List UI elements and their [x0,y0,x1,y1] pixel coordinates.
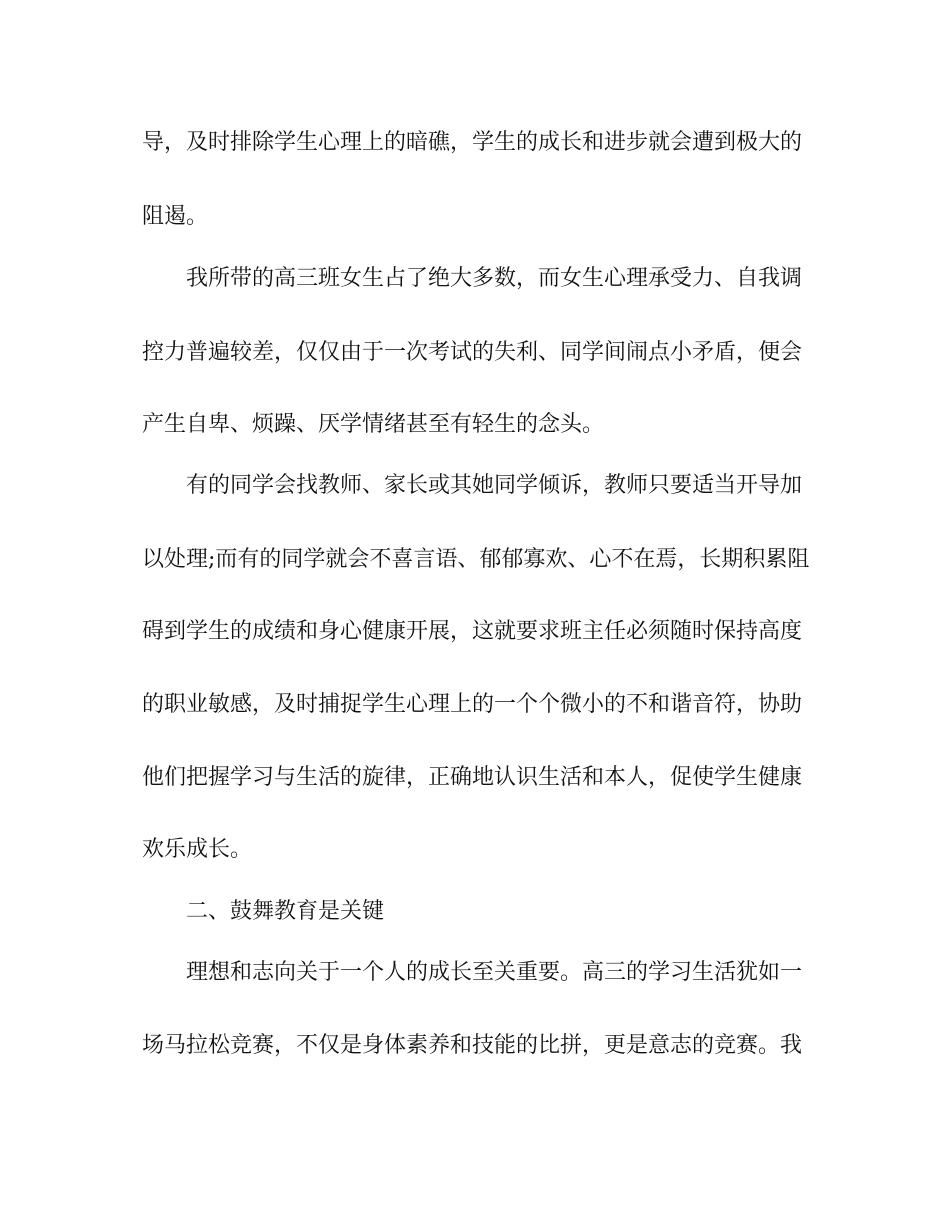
paragraph-line: 场马拉松竞赛，不仅是身体素养和技能的比拼，更是意志的竞赛。我 [142,1033,803,1058]
paragraph-line: 的职业敏感，及时捕捉学生心理上的一个个微小的不和谐音符，协助 [142,692,803,717]
paragraph-line: 有的同学会找教师、家长或其她同学倾诉，教师只要适当开导加 [186,473,803,498]
paragraph-line: 他们把握学习与生活的旋律，正确地认识生活和本人，促使学生健康 [142,765,803,790]
paragraph-line: 控力普遍较差，仅仅由于一次考试的失利、同学间闹点小矛盾，便会 [142,340,803,365]
paragraph-line: 产生自卑、烦躁、厌学情绪甚至有轻生的念头。 [142,412,605,437]
paragraph-line: 碍到学生的成绩和身心健康开展，这就要求班主任必须随时保持高度 [142,619,803,644]
section-heading: 二、鼓舞教育是关键 [186,899,385,924]
paragraph-line: 导，及时排除学生心理上的暗礁，学生的成长和进步就会遭到极大的 [142,130,803,155]
paragraph-line: 阻遏。 [142,204,209,229]
paragraph-line: 欢乐成长。 [142,837,253,862]
paragraph-line: 理想和志向关于一个人的成长至关重要。高三的学习生活犹如一 [186,960,803,985]
paragraph-line: 以处理;而有的同学就会不喜言语、郁郁寡欢、心不在焉，长期积累阻 [142,547,810,572]
paragraph-line: 我所带的高三班女生占了绝大多数，而女生心理承受力、自我调 [186,266,803,291]
